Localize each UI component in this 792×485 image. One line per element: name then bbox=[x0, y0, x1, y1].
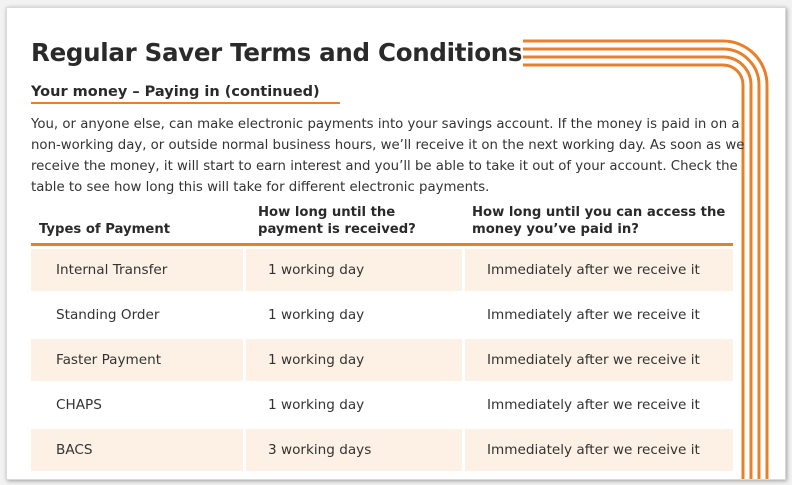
cell-time-access: Immediately after we receive it bbox=[462, 246, 733, 291]
page-title: Regular Saver Terms and Conditions bbox=[31, 38, 523, 67]
cell-time-received: 1 working day bbox=[243, 381, 462, 426]
cell-payment-type: Standing Order bbox=[31, 291, 243, 336]
cell-time-received: 1 working day bbox=[243, 246, 462, 291]
cell-time-access: Immediately after we receive it bbox=[462, 426, 733, 471]
header-time-access: How long until you can access the money you’ve paid in? bbox=[462, 204, 733, 246]
table-row bbox=[31, 381, 733, 426]
table-header-row bbox=[31, 204, 733, 246]
cell-time-access: Immediately after we receive it bbox=[462, 381, 733, 426]
table-row bbox=[31, 291, 733, 336]
table-row bbox=[31, 336, 733, 381]
cell-time-received: 3 working days bbox=[243, 426, 462, 471]
cell-time-received: 1 working day bbox=[243, 336, 462, 381]
table-row bbox=[31, 246, 733, 291]
document-page bbox=[6, 7, 786, 480]
intro-paragraph: You, or anyone else, can make electronic payments into your savings account. If the money is paid in on a non-working day, or outside normal business hours, we’ll receive it on the next working day. As soon as we receive the money, it will start to earn interest and you’ll be able to take it out of your account. Check the table to see how long this will take for different electronic payments. bbox=[31, 117, 745, 195]
cell-time-access: Immediately after we receive it bbox=[462, 291, 733, 336]
table-row bbox=[31, 426, 733, 471]
cell-payment-type: CHAPS bbox=[31, 381, 243, 426]
cell-payment-type: BACS bbox=[31, 426, 243, 471]
header-payment-type: Types of Payment bbox=[31, 204, 243, 246]
payment-timing-table bbox=[31, 204, 733, 471]
header-time-received: How long until the payment is received? bbox=[243, 204, 462, 246]
cell-time-received: 1 working day bbox=[243, 291, 462, 336]
section-heading: Your money – Paying in (continued) bbox=[31, 84, 340, 104]
cell-payment-type: Internal Transfer bbox=[31, 246, 243, 291]
cell-time-access: Immediately after we receive it bbox=[462, 336, 733, 381]
cell-payment-type: Faster Payment bbox=[31, 336, 243, 381]
